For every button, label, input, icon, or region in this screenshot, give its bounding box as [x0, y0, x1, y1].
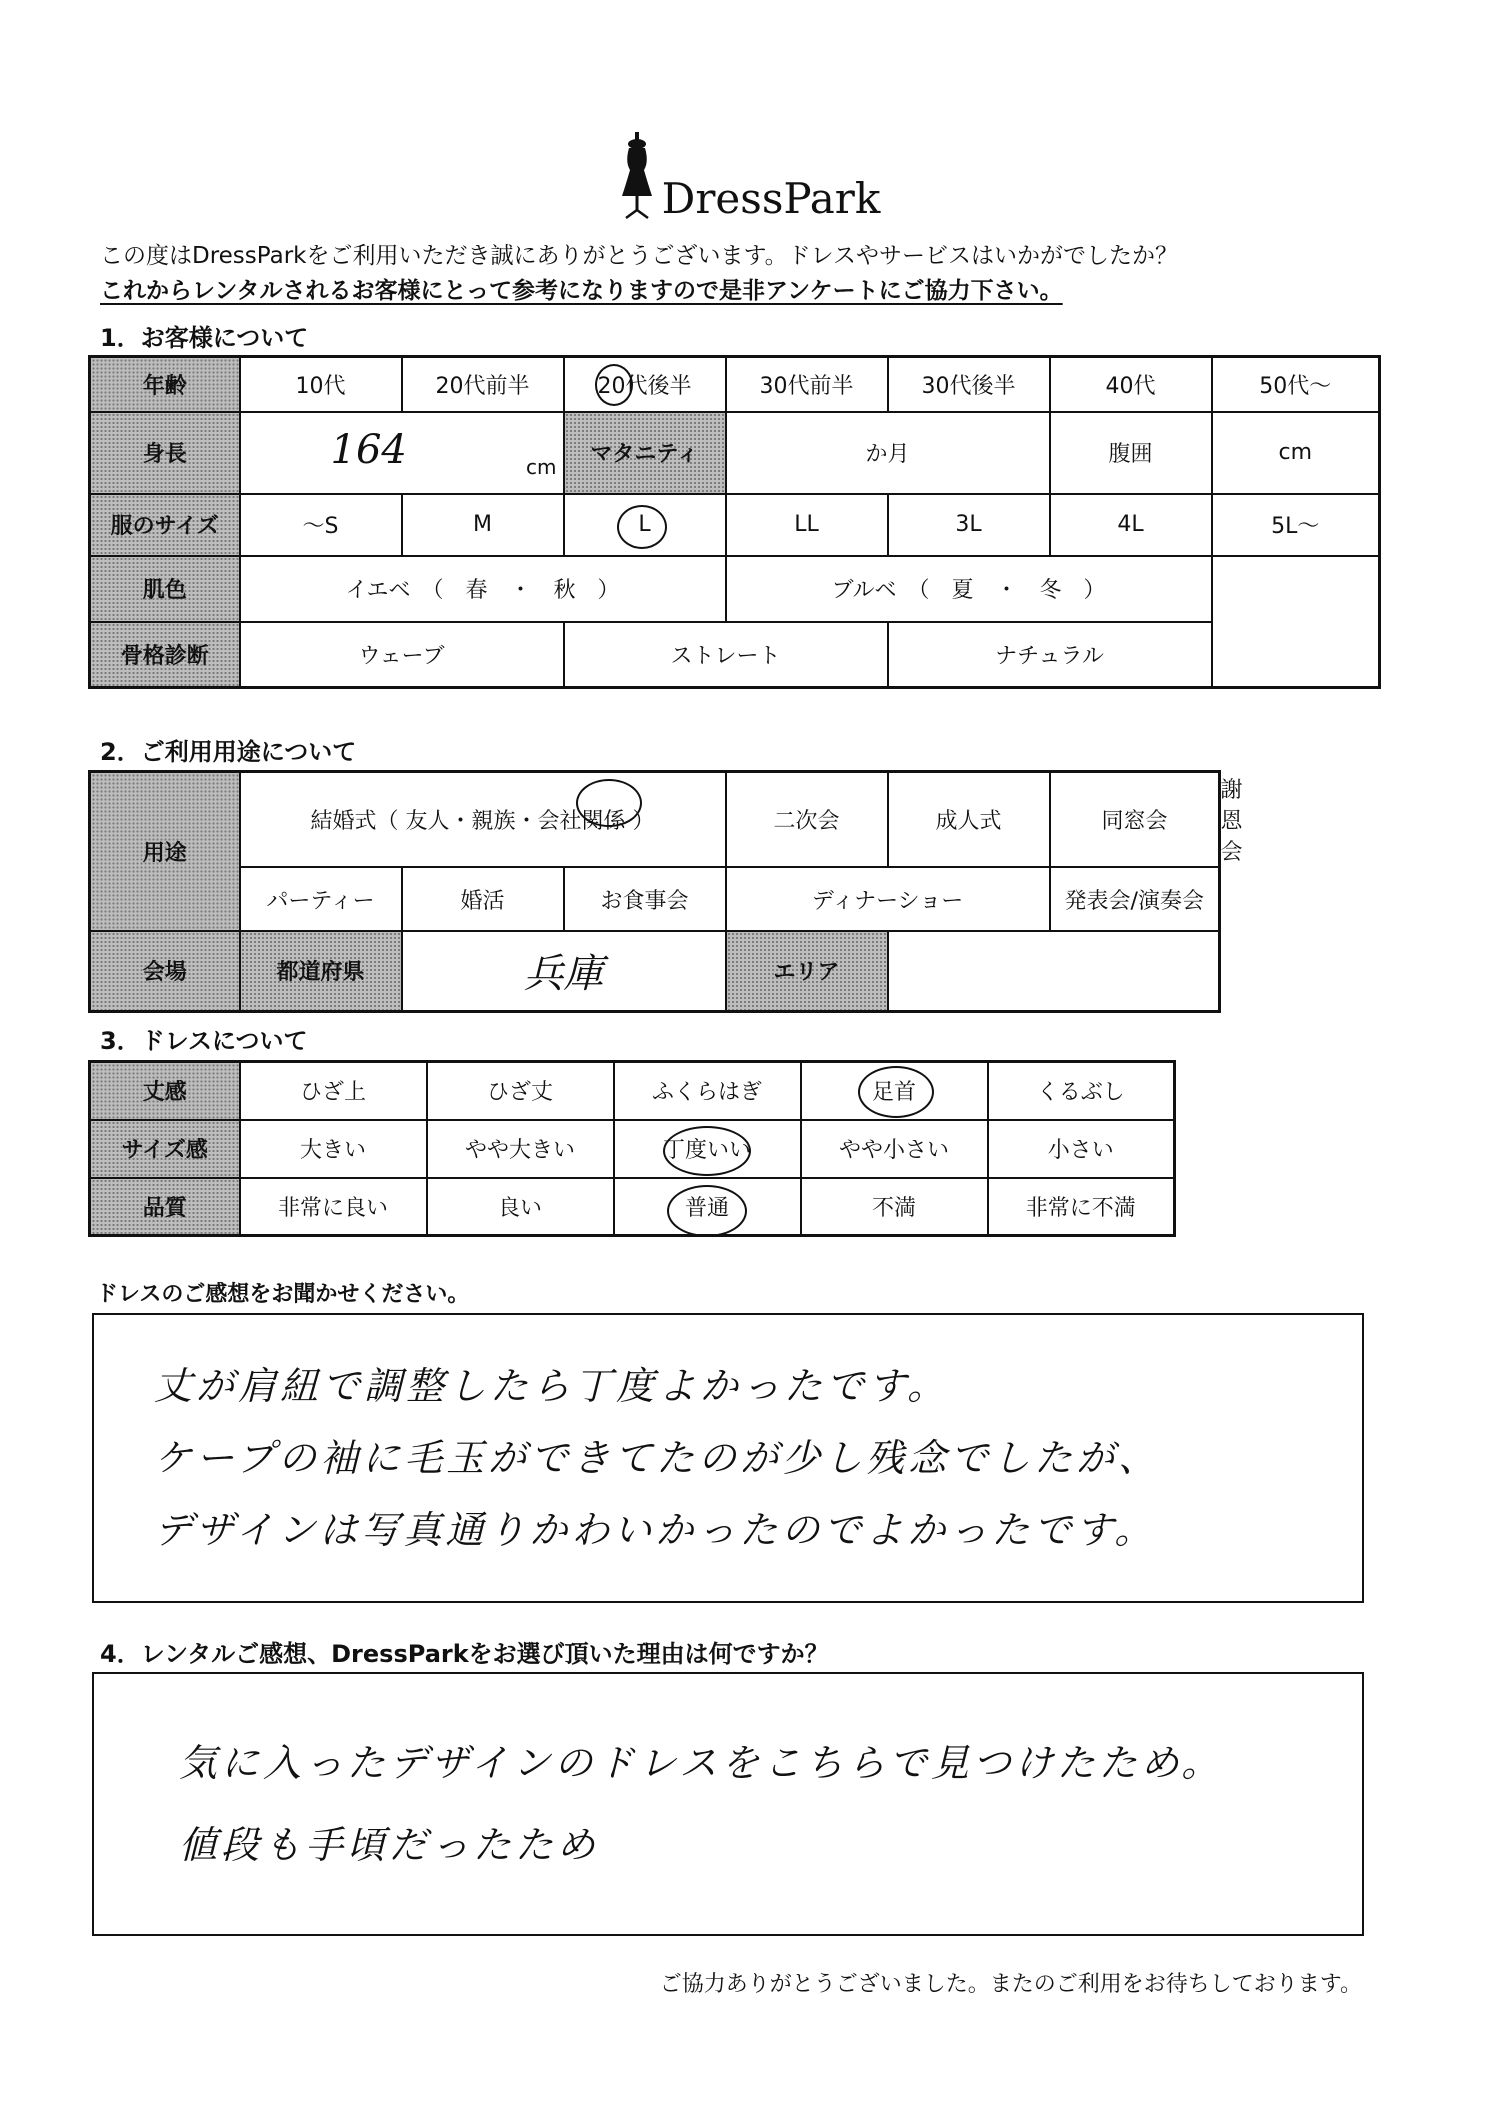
- size-option-m[interactable]: M: [402, 494, 564, 556]
- purpose-option-wedding-label: 結婚式（ 友人・親族・会社関係 ）: [310, 809, 655, 834]
- dress-comment-line: 丈が肩紐で調整したら丁度よかったです。: [154, 1364, 949, 1408]
- purpose-option-party[interactable]: パーティー: [240, 867, 402, 931]
- age-option-10s[interactable]: 10代: [240, 357, 402, 412]
- purpose-table: 用途 結婚式（ 友人・親族・会社関係 ） 二次会 成人式 同窓会 謝恩会 パーティー 婚活 お食事会 ディナーショー 発表会/演奏会 会場 都道府県 兵庫 エリア: [88, 770, 1221, 1013]
- waist-field[interactable]: cm: [1212, 412, 1380, 494]
- frame-option-wave[interactable]: ウェーブ: [240, 622, 564, 688]
- quality-option-average[interactable]: [614, 1178, 801, 1236]
- dress-comment-line: ケープの袖に毛玉ができてたのが少し残念でしたが、: [154, 1436, 1161, 1480]
- area-field[interactable]: [888, 931, 1220, 1011]
- dress-table: [88, 1060, 1176, 1237]
- quality-option-very-dissatisfied[interactable]: 非常に不満: [988, 1178, 1175, 1236]
- maternity-months-field[interactable]: [726, 412, 1050, 494]
- quality-option-average-label: 普通: [684, 1195, 729, 1221]
- intro-request: これからレンタルされるお客様にとって参考になりますので是非アンケートにご協力下さい。: [100, 278, 1063, 304]
- fit-option-slightly-large[interactable]: やや大きい: [427, 1120, 614, 1178]
- fit-option-just-right[interactable]: [614, 1120, 801, 1178]
- age-option-early-20s[interactable]: 20代前半: [402, 357, 564, 412]
- length-option-ankle-label: 足首: [871, 1080, 916, 1106]
- reason-comment-line: 気に入ったデザインのドレスをこちらで見つけたため。: [179, 1741, 1224, 1785]
- age-option-50s[interactable]: 50代～: [1212, 357, 1380, 412]
- fit-option-just-right-label: 丁度いい: [662, 1138, 751, 1163]
- dress-comment-box[interactable]: [92, 1313, 1364, 1603]
- height-value: 164: [330, 426, 407, 473]
- brand-name: DressPark: [661, 174, 881, 223]
- skin-label: 肌色: [90, 556, 240, 622]
- logo: [0, 132, 1500, 224]
- customer-table: [88, 355, 1381, 689]
- comment-prompt: ドレスのご感想をお聞かせください。: [96, 1282, 470, 1307]
- purpose-option-afterparty[interactable]: 二次会: [726, 772, 888, 868]
- purpose-label: 用途: [90, 772, 240, 932]
- reason-comment-box[interactable]: [92, 1672, 1364, 1936]
- size-option-ll[interactable]: LL: [726, 494, 888, 556]
- skin-option-yellow-base[interactable]: イエベ （ 春 ・ 秋 ）: [240, 556, 726, 622]
- fit-label: サイズ感: [90, 1120, 240, 1178]
- age-option-40s[interactable]: 40代: [1050, 357, 1212, 412]
- maternity-label: マタニティ: [564, 412, 726, 494]
- size-option-s[interactable]: ～S: [240, 494, 402, 556]
- fit-option-large[interactable]: 大きい: [240, 1120, 427, 1178]
- purpose-option-wedding[interactable]: [240, 772, 726, 868]
- frame-option-natural[interactable]: ナチュラル: [888, 622, 1212, 688]
- length-label: 丈感: [90, 1062, 240, 1120]
- section1-title: 1．お客様について: [100, 324, 309, 352]
- size-option-l-label: L: [638, 512, 651, 537]
- reason-comment-line: 値段も手頃だったため: [179, 1823, 600, 1867]
- quality-option-dissatisfied[interactable]: 不満: [801, 1178, 988, 1236]
- age-option-late-30s[interactable]: 30代後半: [888, 357, 1050, 412]
- frame-label: 骨格診断: [90, 622, 240, 688]
- prefecture-value: 兵庫: [523, 951, 604, 998]
- area-label: エリア: [726, 931, 888, 1011]
- quality-label: 品質: [90, 1178, 240, 1236]
- length-option-above-knee[interactable]: ひざ上: [240, 1062, 427, 1120]
- section4-title: 4．レンタルご感想、DressParkをお選び頂いた理由は何ですか？: [100, 1640, 829, 1668]
- empty-cell: [1212, 556, 1380, 622]
- size-option-5l[interactable]: 5L～: [1212, 494, 1380, 556]
- waist-label: 腹囲: [1050, 412, 1212, 494]
- purpose-option-dinner-show[interactable]: ディナーショー: [726, 867, 1050, 931]
- age-option-late-20s-label: 20代後半: [597, 373, 692, 399]
- dress-comment-line: デザインは写真通りかわいかったのでよかったです。: [154, 1508, 1157, 1552]
- height-label: 身長: [90, 412, 240, 494]
- skin-option-blue-base[interactable]: ブルベ （ 夏 ・ 冬 ）: [726, 556, 1212, 622]
- age-option-early-30s[interactable]: 30代前半: [726, 357, 888, 412]
- section2-title: 2．ご利用用途について: [100, 738, 357, 766]
- size-option-l[interactable]: [564, 494, 726, 556]
- fit-option-slightly-small[interactable]: やや小さい: [801, 1120, 988, 1178]
- closing-message: ご協力ありがとうございました。またのご利用をお待ちしております。: [659, 1972, 1362, 1997]
- length-option-knee[interactable]: ひざ丈: [427, 1062, 614, 1120]
- length-option-calf[interactable]: ふくらはぎ: [614, 1062, 801, 1120]
- frame-option-straight[interactable]: ストレート: [564, 622, 888, 688]
- length-option-ankle[interactable]: [801, 1062, 988, 1120]
- size-option-4l[interactable]: 4L: [1050, 494, 1212, 556]
- venue-label: 会場: [90, 931, 240, 1011]
- prefecture-label: 都道府県: [240, 931, 402, 1011]
- purpose-option-coming-of-age[interactable]: 成人式: [888, 772, 1050, 868]
- purpose-option-konkatsu[interactable]: 婚活: [402, 867, 564, 931]
- months-unit: か月: [865, 442, 910, 467]
- intro-text: この度はDressParkをご利用いただき誠にありがとうございます。ドレスやサービスはいかがでしたか？: [100, 243, 1178, 269]
- purpose-option-recital[interactable]: 発表会/演奏会: [1050, 867, 1220, 931]
- quality-option-good[interactable]: 良い: [427, 1178, 614, 1236]
- fit-option-small[interactable]: 小さい: [988, 1120, 1175, 1178]
- height-field[interactable]: [240, 412, 564, 494]
- age-label: 年齢: [90, 357, 240, 412]
- age-option-late-20s[interactable]: [564, 357, 726, 412]
- size-label: 服のサイズ: [90, 494, 240, 556]
- empty-cell: [1212, 622, 1380, 688]
- dress-form-icon: [620, 132, 654, 220]
- length-option-below-ankle[interactable]: くるぶし: [988, 1062, 1175, 1120]
- height-unit: cm: [526, 454, 557, 479]
- purpose-option-reunion[interactable]: 同窓会: [1050, 772, 1220, 868]
- section3-title: 3．ドレスについて: [100, 1027, 308, 1055]
- prefecture-field[interactable]: [402, 931, 726, 1011]
- quality-option-very-good[interactable]: 非常に良い: [240, 1178, 427, 1236]
- size-option-3l[interactable]: 3L: [888, 494, 1050, 556]
- purpose-option-dinner[interactable]: お食事会: [564, 867, 726, 931]
